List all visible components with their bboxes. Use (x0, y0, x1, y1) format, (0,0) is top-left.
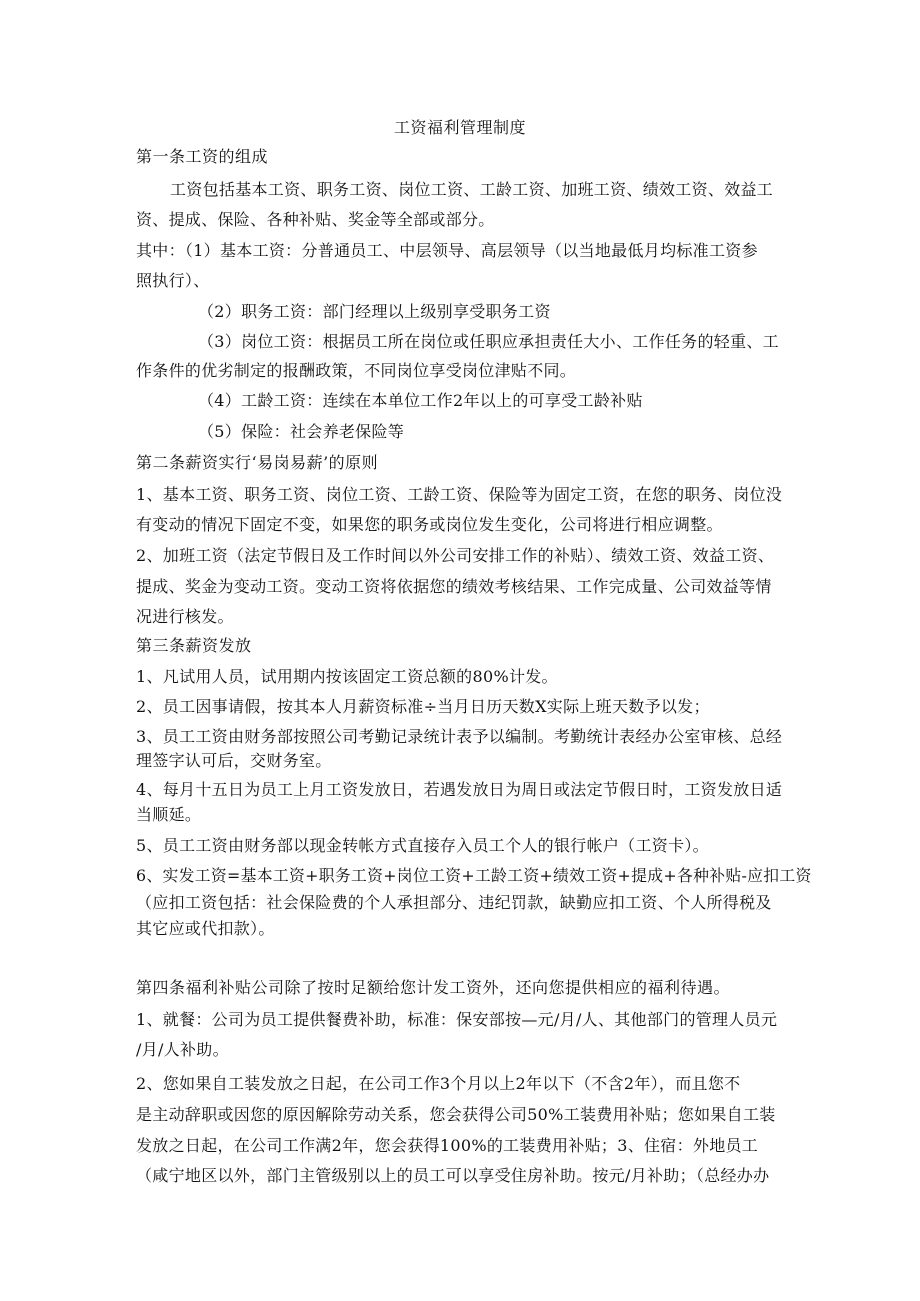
section1-item4: （4）工龄工资：连续在本单位工作2年以上的可享受工龄补贴 (198, 391, 643, 410)
section2-heading: 第二条薪资实行‘易岗易薪’的原则 (136, 453, 379, 472)
section4-p2-line3: 发放之日起，在公司工作满2年，您会获得100%的工装费用补贴；3、住宿：外地员工 (136, 1136, 759, 1155)
section1-heading: 第一条工资的组成 (136, 147, 269, 166)
section1-intro-line2: 资、提成、保险、各种补贴、奖金等全部或部分。 (136, 210, 495, 229)
section1-item3-line2: 作条件的优劣制定的报酬政策，不同岗位享受岗位津贴不同。 (136, 361, 577, 380)
section1-item1-line1: 其中：（1）基本工资：分普通员工、中层领导、高层领导（以当地最低月均标准工资参 (136, 241, 758, 260)
section1-intro-line1: 工资包括基本工资、职务工资、岗位工资、工龄工资、加班工资、绩效工资、效益工 (170, 180, 774, 199)
section2-p1-line1: 1、基本工资、职务工资、岗位工资、工龄工资、保险等为固定工资，在您的职务、岗位没 (136, 485, 783, 504)
section3-p6-line3: 其它应或代扣款）。 (136, 919, 275, 938)
section2-p2-line1: 2、加班工资（法定节假日及工作时间以外公司安排工作的补贴）、绩效工资、效益工资、 (136, 546, 775, 565)
section4-p1-line1: 1、就餐：公司为员工提供餐费补助，标准：保安部按—元/月/人、其他部门的管理人员元 (136, 1010, 778, 1029)
section3-p3-line1: 3、员工工资由财务部按照公司考勤记录统计表予以编制。考勤统计表经办公室审核、总经 (136, 727, 783, 746)
section3-p3-line2: 理签字认可后，交财务室。 (136, 751, 332, 770)
section1-item3-line1: （3）岗位工资：根据员工所在岗位或任职应承担责任大小、工作任务的轻重、工 (198, 332, 779, 351)
section4-p2-line1: 2、您如果自工装发放之日起，在公司工作3个月以上2年以下（不含2年），而且您不 (136, 1074, 741, 1093)
section3-p6-line2: （应扣工资包括：社会保险费的个人承担部分、违纪罚款，缺勤应扣工资、个人所得税及 (136, 893, 772, 912)
section1-item1-line2: 照执行）、 (136, 271, 210, 290)
section2-p1-line2: 有变动的情况下固定不变，如果您的职务或岗位发生变化，公司将进行相应调整。 (136, 515, 723, 534)
section4-p1-line2: /月/人补助。 (136, 1040, 229, 1059)
document-title: 工资福利管理制度 (393, 118, 526, 137)
section1-item5: （5）保险：社会养老保险等 (198, 422, 405, 441)
section3-p6-line1: 6、实发工资=基本工资+职务工资+岗位工资+工龄工资+绩效工资+提成+各种补贴-应扣工资 (136, 866, 812, 885)
section3-p2: 2、员工因事请假，按其本人月薪资标准÷当月日历天数X实际上班天数予以发； (136, 697, 710, 716)
section2-p2-line2: 提成、奖金为变动工资。变动工资将依据您的绩效考核结果、工作完成量、公司效益等情 (136, 577, 772, 596)
section3-p1: 1、凡试用人员，试用期内按该固定工资总额的80%计发。 (136, 667, 558, 686)
section4-p2-line2: 是主动辞职或因您的原因解除劳动关系，您会获得公司50%工装费用补贴；您如果自工装 (136, 1105, 776, 1124)
section3-p4-line1: 4、每月十五日为员工上月工资发放日，若遇发放日为周日或法定节假日时，工资发放日适 (136, 780, 783, 799)
section3-heading: 第三条薪资发放 (136, 636, 252, 655)
section3-p5: 5、员工工资由财务部以现金转帐方式直接存入员工个人的银行帐户（工资卡）。 (136, 836, 709, 855)
section1-item2: （2）职务工资：部门经理以上级别享受职务工资 (198, 302, 551, 321)
section4-heading: 第四条福利补贴公司除了按时足额给您计发工资外，还向您提供相应的福利待遇。 (136, 978, 731, 997)
section4-p2-line4: （咸宁地区以外，部门主管级别以上的员工可以享受住房补助。按元/月补助；（总经办办 (136, 1166, 770, 1185)
section3-p4-line2: 当顺延。 (136, 805, 202, 824)
section2-p2-line3: 况进行核发。 (136, 607, 234, 626)
